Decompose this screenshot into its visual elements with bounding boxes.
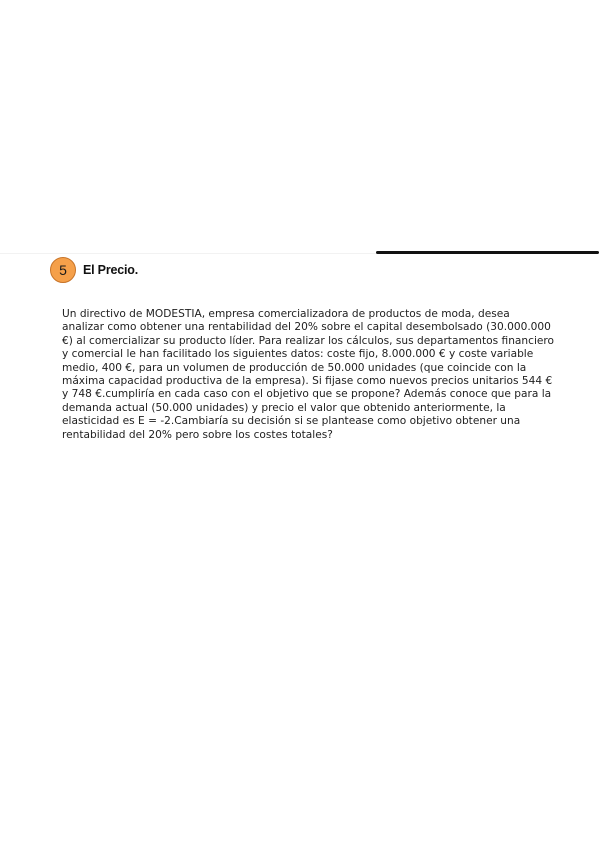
problem-line-5: medio, 400 €, para un volumen de producción de 50.000 unidades (que coincide con la — [62, 361, 527, 374]
header-rule — [376, 251, 599, 254]
header-faint-line — [0, 253, 376, 254]
problem-line-8: demanda actual (50.000 unidades) y precio el valor que obtenido anteriormente, la — [62, 401, 506, 414]
problem-line-6: máxima capacidad productiva de la empresa). Si fijase como nuevos precios unitarios 544 € — [62, 375, 553, 388]
problem-line-2: analizar como obtener una rentabilidad del 20% sobre el capital desembolsado (30.000.000 — [62, 321, 551, 334]
section-number-badge — [50, 257, 76, 283]
problem-line-7: y 748 €.cumpliría en cada caso con el objetivo que se propone? Además conoce que para la — [62, 388, 552, 401]
problem-line-9: elasticidad es E = -2.Cambiaría su decisión si se plantease como objetivo obtener una — [62, 415, 521, 428]
section-header — [50, 256, 138, 284]
problem-line-4: y comercial le han facilitado los siguientes datos: coste fijo, 8.000.000 € y coste variable — [62, 348, 534, 361]
problem-line-1: Un directivo de MODESTIA, empresa comercializadora de productos de moda, desea — [62, 308, 510, 320]
problem-line-10: rentabilidad del 20% pero sobre los costes totales? — [62, 428, 333, 441]
section-number: 5 — [59, 262, 67, 278]
section-title: El Precio. — [83, 263, 138, 277]
problem-text — [62, 308, 582, 442]
problem-line-3: €) al comercializar su producto líder. Para realizar los cálculos, sus departamentos financiero — [62, 334, 555, 347]
